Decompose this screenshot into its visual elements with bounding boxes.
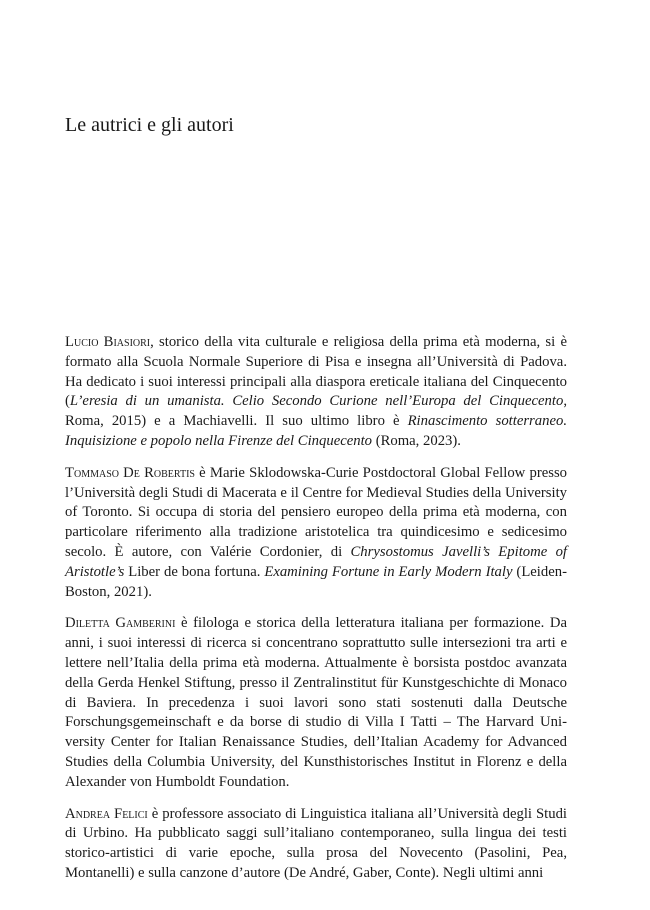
author-bio bbox=[65, 614, 567, 792]
author-name: Lucio Biasiori bbox=[65, 334, 151, 350]
bio-text: Liber de bona fortuna. bbox=[124, 563, 265, 580]
bio-text: , Roma, 2015) e a Machiavelli. Il suo ultimo libro è bbox=[65, 393, 567, 430]
author-name: Diletta Gamberini bbox=[65, 615, 176, 632]
italic-title: Chrysostomus Javelli’s Epitome of Aristotle’s bbox=[65, 543, 568, 580]
author-name: Andrea Felici bbox=[65, 805, 148, 822]
author-bios bbox=[65, 333, 567, 896]
italic-title: Rinascimento sotterraneo. Inquisizione e popolo nella Firenze del Cinquecento bbox=[65, 413, 567, 449]
author-bio bbox=[65, 464, 567, 603]
italic-title: Examining Fortune in Early Modern Italy bbox=[264, 563, 513, 580]
author-bio bbox=[65, 805, 567, 884]
author-name: Tommaso De Robertis bbox=[65, 464, 195, 481]
bio-text: , storico della vita culturale e religiosa della prima età moderna, si è formato alla Scuola Normale Superiore di Pisa e insegna all’Università di Padova. Ha dedicato i suoi interessi principali alla diaspora ereticale italiana del Cinquecento ( bbox=[65, 334, 567, 410]
page-title: Le autrici e gli autori bbox=[65, 114, 234, 136]
bio-text: è filologa e storica della letteratura italiana per formazione. Da anni, i suoi interessi di ricerca si concentrano soprattutto sulle intersezioni tra arti e lettere nell’Italia della prima età moderna. Attualmente è borsista postdoc avanzata della Gerda Henkel Stiftung, presso il Zentralinstitut für Kunstgeschichte di Monaco di Baviera. In precedenza i suoi lavori sono stati sostenuti dalla Deutsche Forschungsgemeinschaft e da borse di studio di Villa I Tatti – The Harvard University Center for Italian Renaissance Studies, dell’Italian Academy for Advanced Studies della Columbia University, del Kunsthistorisches Institut in Florenz e della Alexander von Humboldt Foundation. bbox=[65, 615, 568, 790]
italic-title: L’eresia di un umanista. Celio Secondo Curione nell’Europa del Cinquecento bbox=[69, 393, 564, 410]
author-bio bbox=[65, 333, 567, 452]
bio-text: (Leiden-Boston, 2021). bbox=[65, 563, 567, 600]
bio-text: è professore associato di Linguistica italiana all’Università degli Studi di Urbino. Ha pubblicato saggi sull’italiano contemporaneo, sulla lingua dei testi storico-artistici di varie epoche, sulla prosa del Novecento (Pasolini, Pea, Montanelli) e sulla canzone d’autore (De André, Gaber, Conte). Negli ultimi anni bbox=[65, 805, 567, 881]
bio-text: è Marie Sklodowska-Curie Postdoctoral Global Fellow presso l’Università degli Studi di Macerata e il Centre for Medieval Studies della University of Toronto. Si occupa di storia del pensiero europeo della prima età moderna, con particolare riferimento alla tradizione aristotelica tra quindicesimo e sedicesimo secolo. È autore, con Valérie Cordonier, di bbox=[65, 464, 568, 560]
bio-text: (Roma, 2023). bbox=[372, 432, 461, 449]
